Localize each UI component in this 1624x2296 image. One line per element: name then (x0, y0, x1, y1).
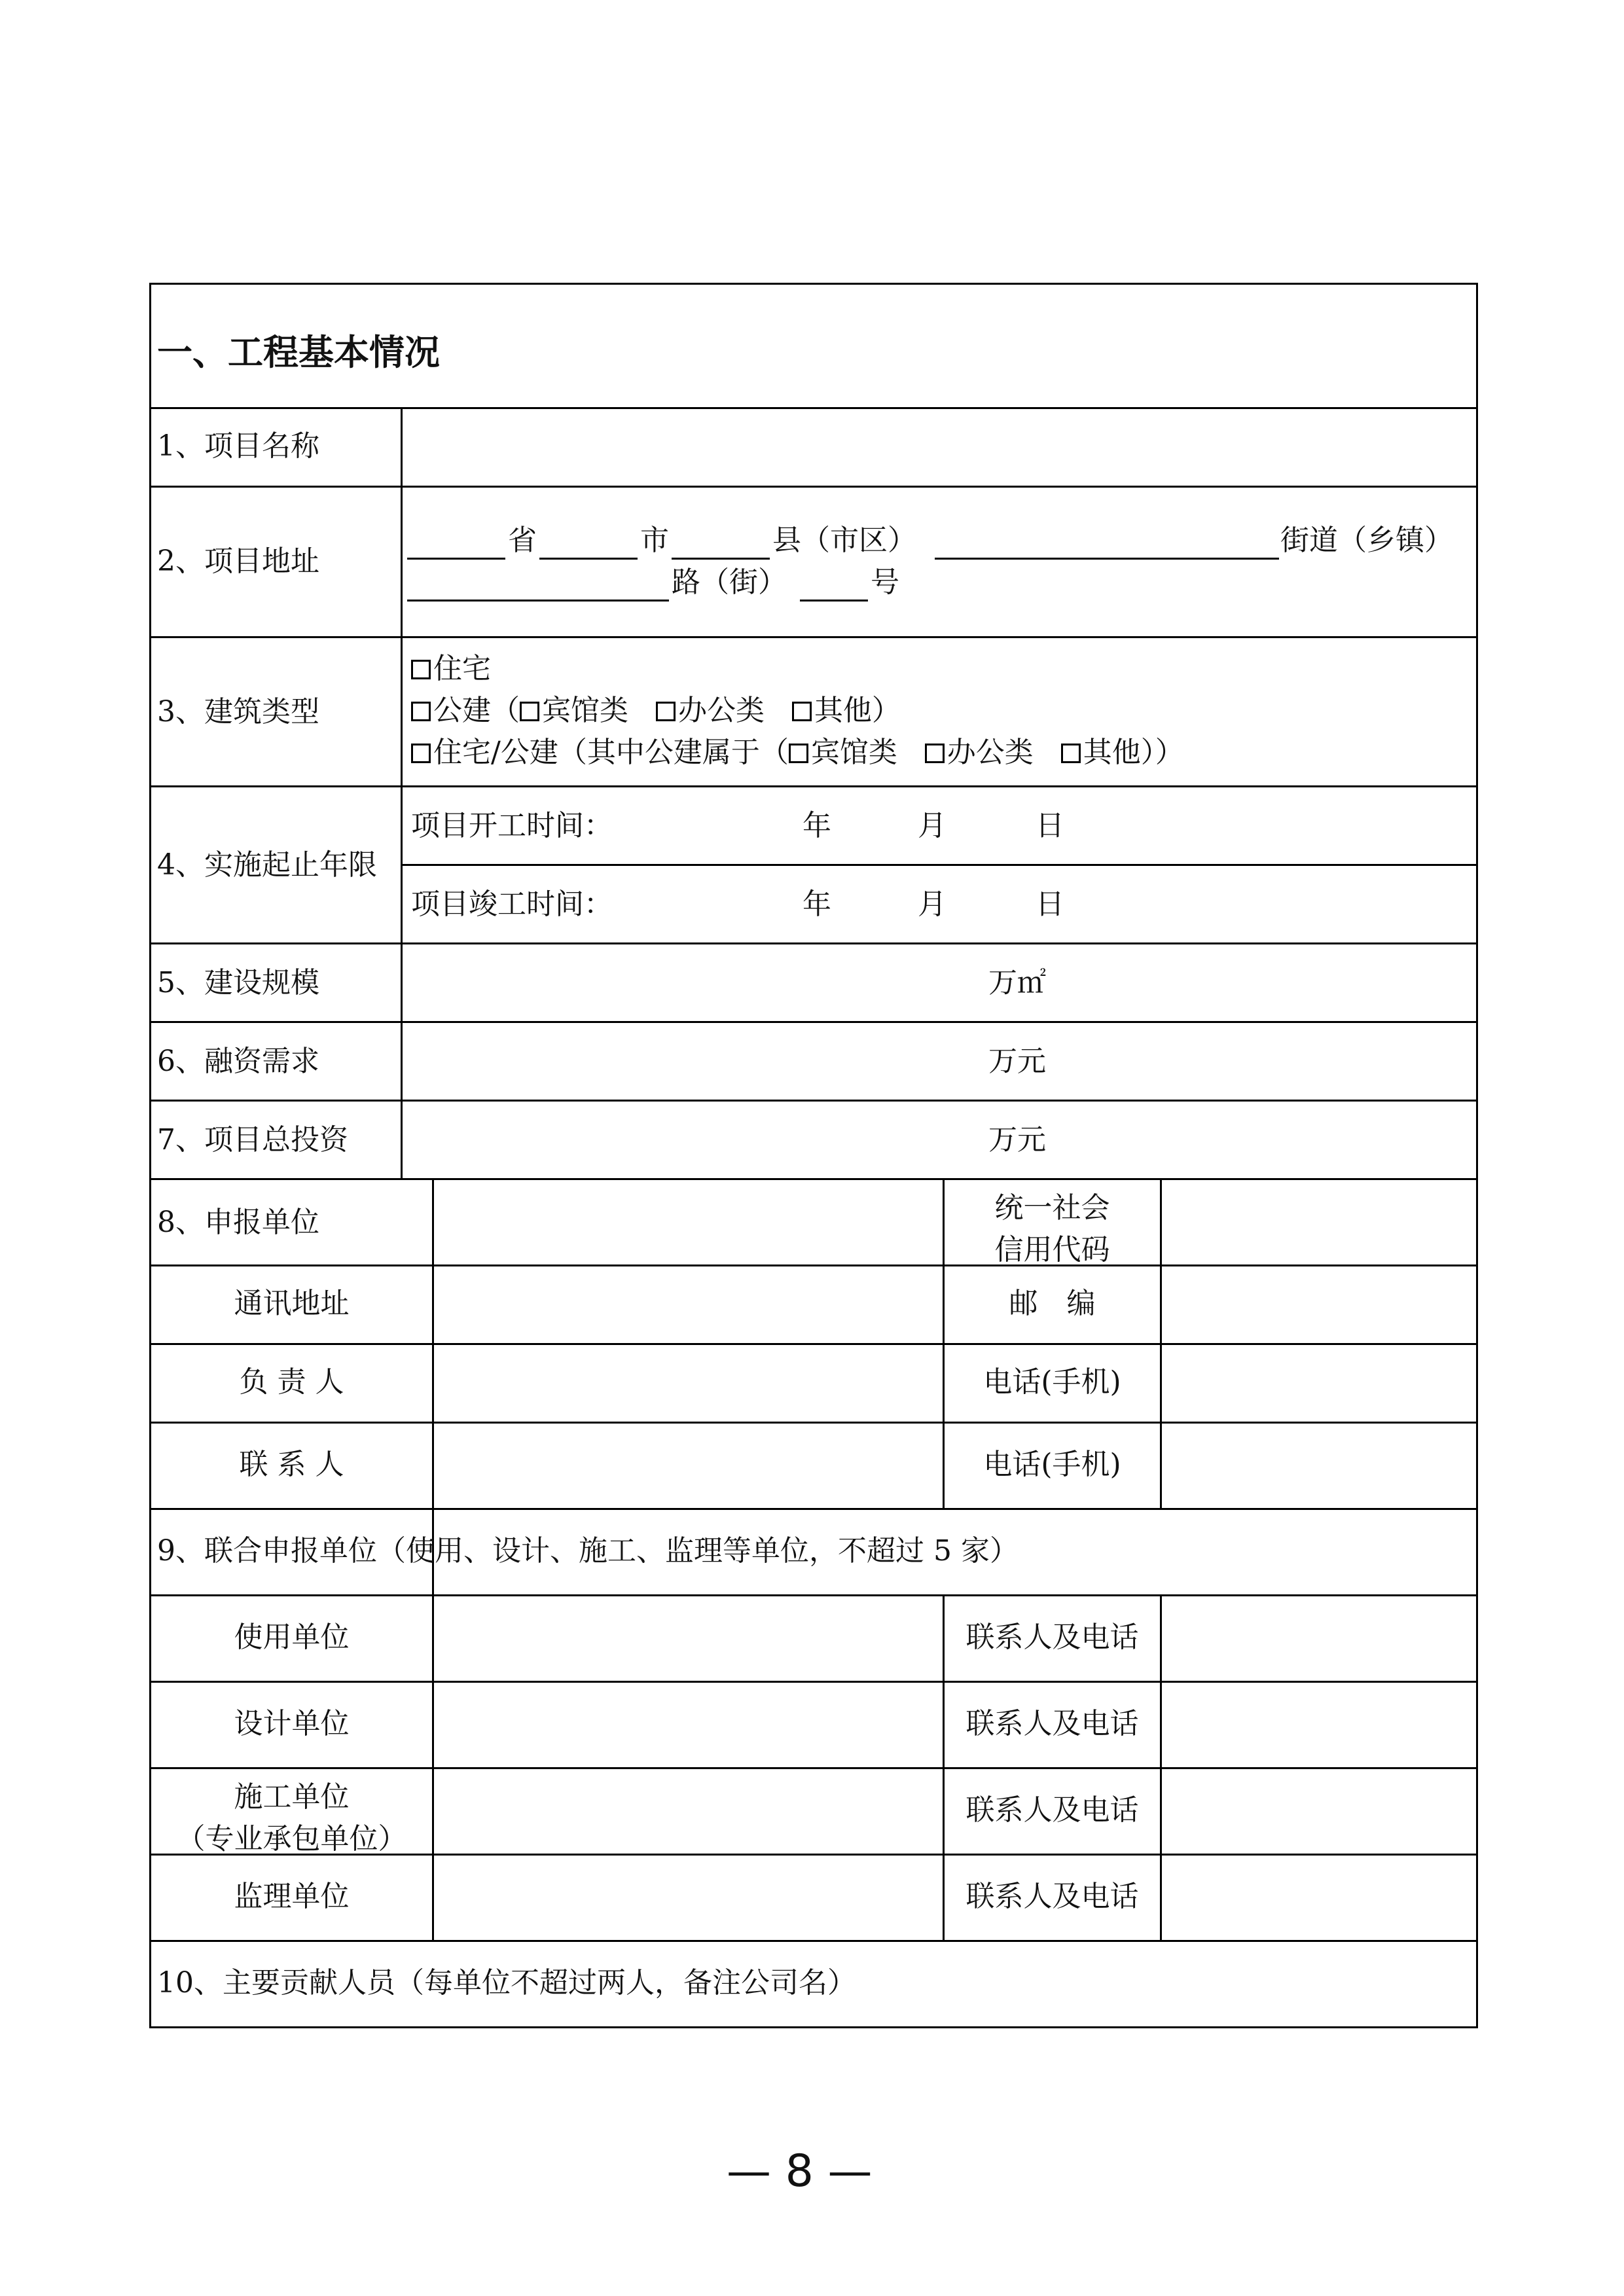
user-unit-field[interactable] (434, 1596, 943, 1681)
section-title: 一、工程基本情况 (157, 332, 440, 373)
head-label: 负 责 人 (239, 1365, 344, 1399)
credit-code-label: 统一社会 信用代码 (994, 1191, 1110, 1266)
supervision-unit-label: 监理单位 (234, 1880, 350, 1913)
applicant-label: 8、申报单位 (157, 1206, 319, 1239)
contact-field[interactable] (434, 1424, 943, 1508)
contact-phone-field[interactable] (1162, 1424, 1476, 1508)
county-label: 县（市区） (772, 524, 916, 557)
table-border (149, 1940, 1478, 1942)
supervision-unit-contact-label: 联系人及电话 (965, 1880, 1139, 1913)
design-unit-contact-label: 联系人及电话 (965, 1707, 1139, 1740)
checkbox[interactable] (411, 660, 431, 679)
road-label: 路（街） (672, 565, 787, 599)
table-border (401, 407, 403, 1179)
project-name-field[interactable] (403, 409, 1476, 486)
user-unit-contact-label: 联系人及电话 (965, 1621, 1139, 1654)
building-type-label: 3、建筑类型 (157, 695, 319, 728)
street-blank[interactable] (935, 558, 1279, 560)
end-time-label: 项目竣工时间： (411, 888, 613, 921)
table-border (1476, 283, 1478, 2028)
end-month[interactable]: 月 (918, 888, 947, 921)
construction-unit-contact-label: 联系人及电话 (965, 1793, 1139, 1827)
investment-unit[interactable]: 万元 (988, 1123, 1046, 1157)
start-year[interactable]: 年 (803, 809, 831, 842)
county-blank[interactable] (672, 558, 770, 560)
table-border (149, 1508, 1478, 1510)
checkbox[interactable] (411, 744, 431, 763)
table-border (149, 486, 1478, 488)
end-day[interactable]: 日 (1036, 888, 1064, 921)
scale-label: 5、建设规模 (157, 966, 319, 999)
head-field[interactable] (434, 1345, 943, 1422)
checkbox[interactable] (1061, 744, 1081, 763)
address-field[interactable] (434, 1266, 943, 1343)
project-address-label: 2、项目地址 (157, 545, 319, 578)
table-border (149, 283, 151, 2028)
financing-label: 6、融资需求 (157, 1045, 319, 1078)
credit-code-field[interactable] (1162, 1180, 1476, 1265)
street-label: 街道（乡镇） (1280, 524, 1453, 557)
start-time-label: 项目开工时间： (411, 809, 613, 842)
table-border (401, 864, 1478, 866)
address-label: 通讯地址 (234, 1287, 350, 1320)
checkbox[interactable] (789, 744, 808, 763)
city-label: 市 (640, 524, 669, 557)
table-border (149, 1100, 1478, 1102)
zip-field[interactable] (1162, 1266, 1476, 1343)
construction-unit-contact-field[interactable] (1162, 1769, 1476, 1854)
start-day[interactable]: 日 (1036, 809, 1064, 842)
page-number: — 8 — (727, 2145, 873, 2197)
option-public: 公建（ 宾馆类 办公类 其他） (411, 696, 901, 725)
zip-label: 邮 编 (1009, 1287, 1096, 1320)
investment-label: 7、项目总投资 (157, 1123, 348, 1157)
project-name-label: 1、项目名称 (157, 429, 319, 463)
option-mixed: 住宅/公建（其中公建属于（ 宾馆类 办公类 其他）） (411, 738, 1184, 767)
number-label: 号 (871, 565, 899, 599)
construction-unit-field[interactable] (434, 1769, 943, 1854)
table-border (149, 2026, 1478, 2028)
city-blank[interactable] (539, 558, 638, 560)
period-label: 4、实施起止年限 (157, 848, 377, 882)
joint-applicants-label: 9、联合申报单位（使用、设计、施工、监理等单位，不超过 5 家） (157, 1534, 1019, 1568)
design-unit-label: 设计单位 (234, 1707, 350, 1740)
construction-unit-label: 施工单位 （专业承包单位） (176, 1780, 407, 1856)
table-border (149, 636, 1478, 638)
contact-label: 联 系 人 (239, 1448, 344, 1481)
applicant-field[interactable] (434, 1180, 943, 1265)
design-unit-contact-field[interactable] (1162, 1683, 1476, 1767)
table-border (149, 283, 1478, 285)
table-border (149, 1021, 1478, 1023)
number-blank[interactable] (800, 600, 868, 601)
checkbox[interactable] (656, 702, 676, 721)
checkbox[interactable] (925, 744, 945, 763)
end-year[interactable]: 年 (803, 888, 831, 921)
financing-unit[interactable]: 万元 (988, 1045, 1046, 1078)
design-unit-field[interactable] (434, 1683, 943, 1767)
head-phone-field[interactable] (1162, 1345, 1476, 1422)
road-blank[interactable] (407, 600, 669, 601)
checkbox[interactable] (411, 702, 431, 721)
checkbox[interactable] (792, 702, 812, 721)
contact-phone-label: 电话(手机) (983, 1448, 1121, 1481)
supervision-unit-contact-field[interactable] (1162, 1856, 1476, 1940)
supervision-unit-field[interactable] (434, 1856, 943, 1940)
table-border (149, 785, 1478, 787)
option-residential[interactable]: 住宅 (411, 655, 491, 683)
scale-unit[interactable]: 万㎡ (988, 966, 1046, 999)
start-month[interactable]: 月 (918, 809, 947, 842)
checkbox[interactable] (520, 702, 539, 721)
province-label: 省 (508, 524, 537, 557)
contributors-label: 10、主要贡献人员（每单位不超过两人，备注公司名） (157, 1966, 856, 2000)
head-phone-label: 电话(手机) (983, 1365, 1121, 1399)
user-unit-contact-field[interactable] (1162, 1596, 1476, 1681)
user-unit-label: 使用单位 (234, 1621, 350, 1654)
table-border (149, 942, 1478, 944)
province-blank[interactable] (407, 558, 505, 560)
